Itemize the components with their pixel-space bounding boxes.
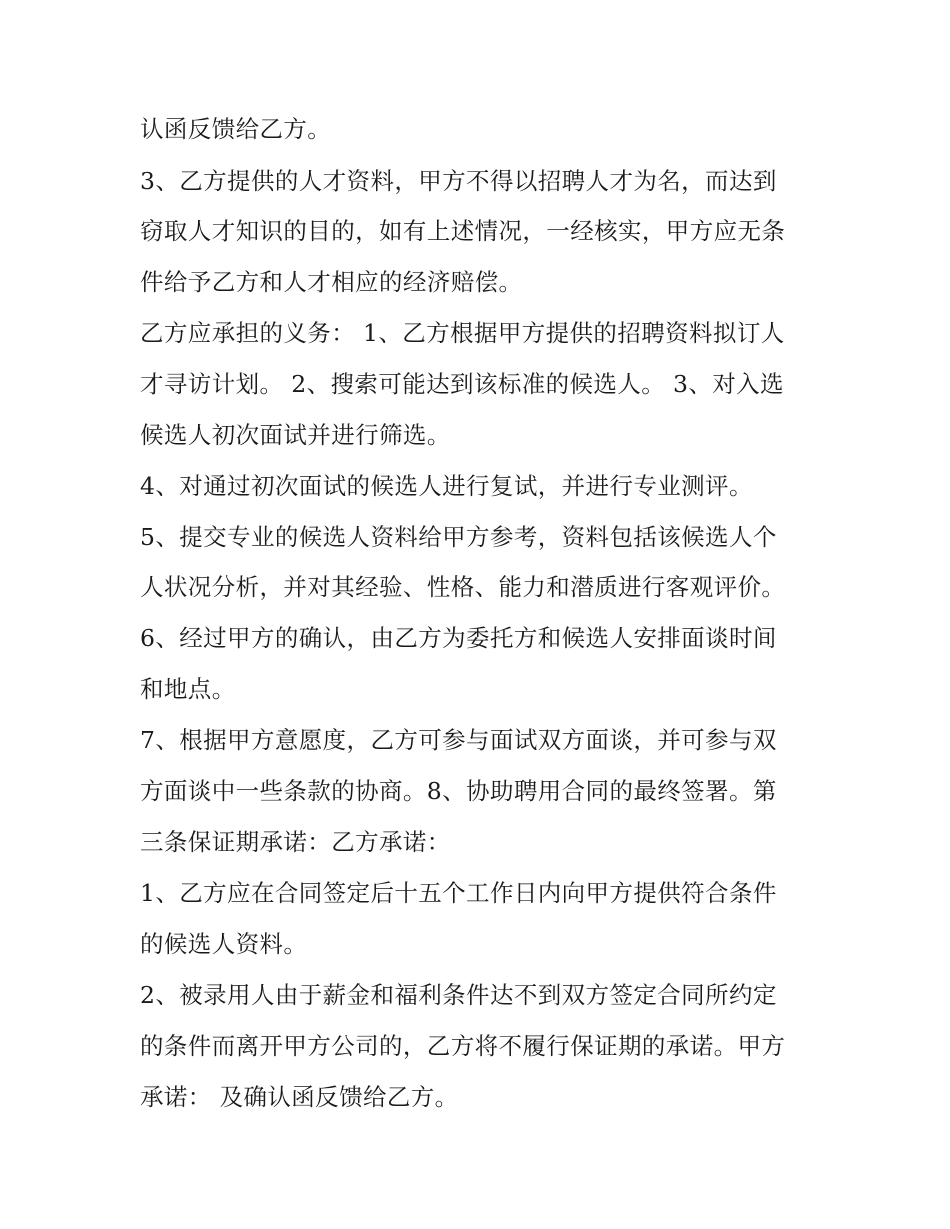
text-line: 的条件而离开甲方公司的，乙方将不履行保证期的承诺。甲方 xyxy=(140,1032,786,1060)
text-line: 的候选人资料。 xyxy=(140,930,308,958)
text-line: 方面谈中一些条款的协商。8、协助聘用合同的最终签署。第 xyxy=(140,777,777,805)
text-line: 承诺： 及确认函反馈给乙方。 xyxy=(140,1083,459,1111)
text-line: 乙方应承担的义务： 1、乙方根据甲方提供的招聘资料拟订人 xyxy=(140,319,785,347)
text-line: 3、乙方提供的人才资料，甲方不得以招聘人才为名，而达到 xyxy=(140,167,777,195)
text-line: 件给予乙方和人才相应的经济赔偿。 xyxy=(140,268,523,296)
text-line: 5、提交专业的候选人资料给甲方参考，资料包括该候选人个 xyxy=(140,523,777,551)
text-line: 三条保证期承诺：乙方承诺： xyxy=(140,828,451,856)
text-line: 7、根据甲方意愿度，乙方可参与面试双方面谈，并可参与双 xyxy=(140,726,777,754)
text-line: 候选人初次面试并进行筛选。 xyxy=(140,421,451,449)
text-line: 1、乙方应在合同签定后十五个工作日内向甲方提供符合条件 xyxy=(140,879,777,907)
text-line: 和地点。 xyxy=(140,675,236,703)
text-line: 人状况分析，并对其经验、性格、能力和潜质进行客观评价。 xyxy=(140,573,786,601)
text-line: 才寻访计划。 2、搜索可能达到该标准的候选人。 3、对入选 xyxy=(140,370,784,398)
text-line: 认函反馈给乙方。 xyxy=(140,115,332,143)
text-line: 4、对通过初次面试的候选人进行复试，并进行专业测评。 xyxy=(140,472,753,500)
text-line: 窃取人才知识的目的，如有上述情况，一经核实，甲方应无条 xyxy=(140,217,786,245)
text-line: 2、被录用人由于薪金和福利条件达不到双方签定合同所约定 xyxy=(140,981,777,1009)
text-line: 6、经过甲方的确认，由乙方为委托方和候选人安排面谈时间 xyxy=(140,624,777,652)
